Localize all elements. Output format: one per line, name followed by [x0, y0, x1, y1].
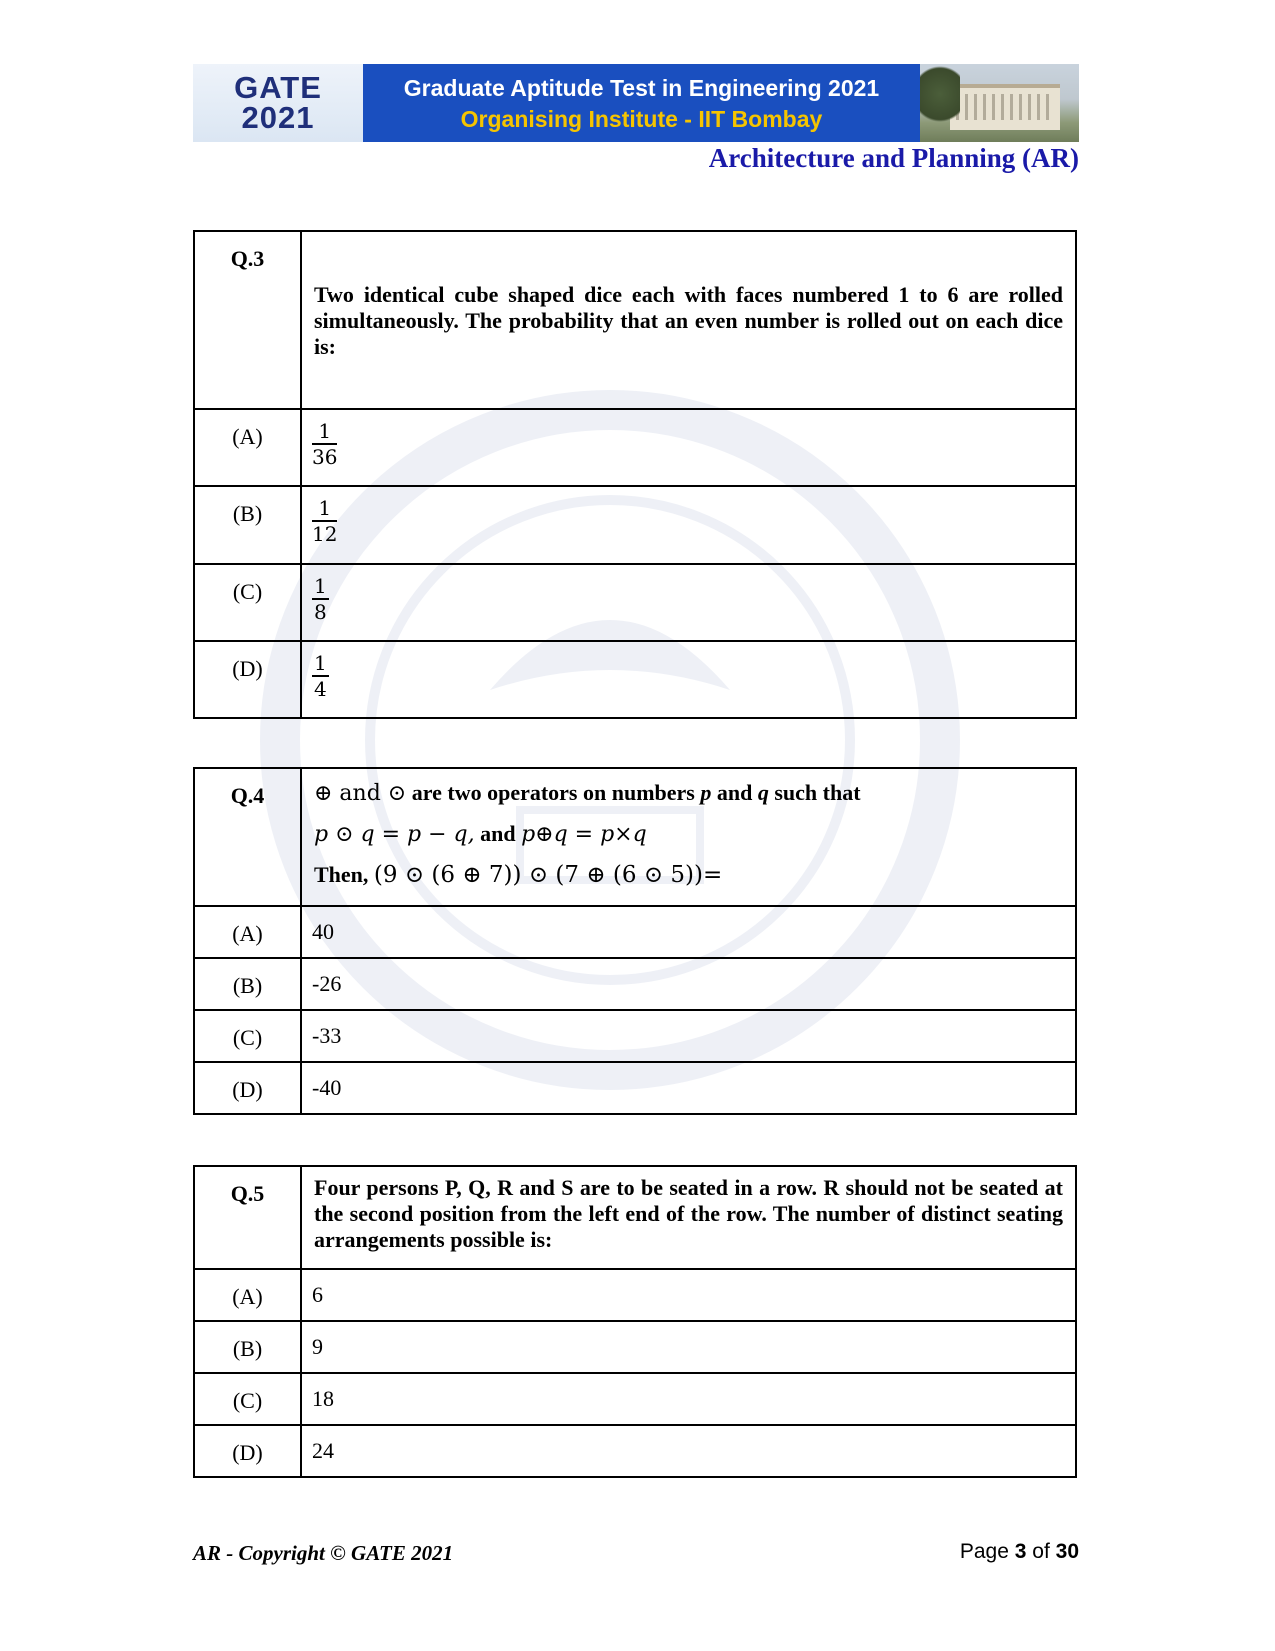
logo-line2: 2021 [241, 100, 315, 135]
page-prefix: Page [959, 1540, 1015, 1563]
fraction [312, 419, 337, 469]
option-row [194, 486, 1076, 564]
fraction [312, 651, 329, 701]
numerator: 1 [318, 419, 332, 443]
option-value: 18 [301, 1373, 1076, 1425]
question-stem: Two identical cube shaped dice each with faces numbered 1 to 6 are rolled simultaneously. The probability that an even number is rolled out on each dice is: [301, 231, 1076, 409]
definition-and: and [480, 821, 516, 846]
banner-title: Graduate Aptitude Test in Engineering 2021 [403, 75, 880, 101]
option-value: 9 [301, 1321, 1076, 1373]
page-indicator [960, 1540, 1079, 1564]
option-label: (C) [194, 1010, 301, 1062]
option-label: (B) [194, 958, 301, 1010]
question-number: Q.5 [194, 1166, 301, 1269]
page-of: of [1026, 1540, 1056, 1563]
stem-line-3 [314, 855, 1063, 895]
numerator: 1 [314, 574, 327, 598]
option-label: (D) [194, 1425, 301, 1477]
banner-title-block [363, 64, 920, 142]
option-row [194, 906, 1076, 958]
building-graphic [950, 84, 1060, 130]
question-stem [301, 768, 1076, 906]
denominator: 4 [314, 677, 327, 701]
numerator: 1 [314, 651, 327, 675]
header-banner [193, 64, 1079, 142]
question-3-table [193, 230, 1077, 719]
option-label: (A) [194, 906, 301, 958]
option-row [194, 958, 1076, 1010]
denominator: 36 [312, 445, 338, 469]
option-value: 40 [301, 906, 1076, 958]
option-label: (C) [194, 564, 301, 641]
campus-photo [920, 64, 1079, 142]
option-row [194, 1321, 1076, 1373]
option-row [194, 641, 1076, 718]
subject-heading: Architecture and Planning (AR) [708, 143, 1079, 173]
question-number: Q.3 [194, 231, 301, 409]
option-row [194, 1425, 1076, 1477]
option-value [301, 409, 1076, 486]
expression: (9 ⊙ (6 ⊕ 7)) ⊙ (7 ⊕ (6 ⊙ 5))= [373, 862, 723, 888]
stem-line-1 [314, 773, 1063, 814]
option-label: (D) [194, 641, 301, 718]
option-label: (C) [194, 1373, 301, 1425]
gate-logo [193, 64, 363, 142]
option-value: -40 [301, 1062, 1076, 1114]
definition-1: p ⊙ q = p − q, [314, 822, 475, 847]
logo-line1: GATE [234, 70, 322, 105]
variable-q: q [757, 780, 769, 805]
option-row [194, 1062, 1076, 1114]
option-label: (B) [194, 486, 301, 564]
copyright-footer: AR - Copyright © GATE 2021 [193, 1541, 454, 1565]
denominator: 12 [312, 522, 338, 546]
definition-2: p⊕q = p×q [521, 822, 647, 847]
denominator: 8 [314, 600, 327, 624]
question-4-table [193, 767, 1077, 1115]
fraction [312, 574, 329, 624]
question-5-table [193, 1165, 1077, 1478]
option-value: -26 [301, 958, 1076, 1010]
page-current: 3 [1014, 1540, 1027, 1563]
option-label: (A) [194, 409, 301, 486]
option-label: (A) [194, 1269, 301, 1321]
option-value: -33 [301, 1010, 1076, 1062]
stem-line-2 [314, 814, 1063, 855]
question-number: Q.4 [194, 768, 301, 906]
banner-subtitle: Organising Institute - IIT Bombay [460, 106, 823, 132]
option-value [301, 486, 1076, 564]
page-total: 30 [1055, 1540, 1079, 1563]
option-row [194, 1269, 1076, 1321]
tree-graphic [920, 66, 960, 136]
option-row [194, 409, 1076, 486]
stem-end: such that [774, 780, 861, 805]
option-row [194, 564, 1076, 641]
option-value: 24 [301, 1425, 1076, 1477]
option-label: (D) [194, 1062, 301, 1114]
then-label: Then, [314, 862, 369, 887]
stem-text: are two operators on numbers [411, 780, 695, 805]
operator-symbols: ⊕ and ⊙ [314, 781, 407, 806]
option-value [301, 564, 1076, 641]
stem-and: and [716, 780, 753, 805]
numerator: 1 [318, 496, 332, 520]
option-value: 6 [301, 1269, 1076, 1321]
option-value [301, 641, 1076, 718]
option-row [194, 1373, 1076, 1425]
option-row [194, 1010, 1076, 1062]
variable-p: p [700, 780, 712, 805]
question-stem: Four persons P, Q, R and S are to be seated in a row. R should not be seated at the second position from the left end of the row. The number of distinct seating arrangements possible is: [301, 1166, 1076, 1269]
fraction [312, 496, 337, 546]
option-label: (B) [194, 1321, 301, 1373]
